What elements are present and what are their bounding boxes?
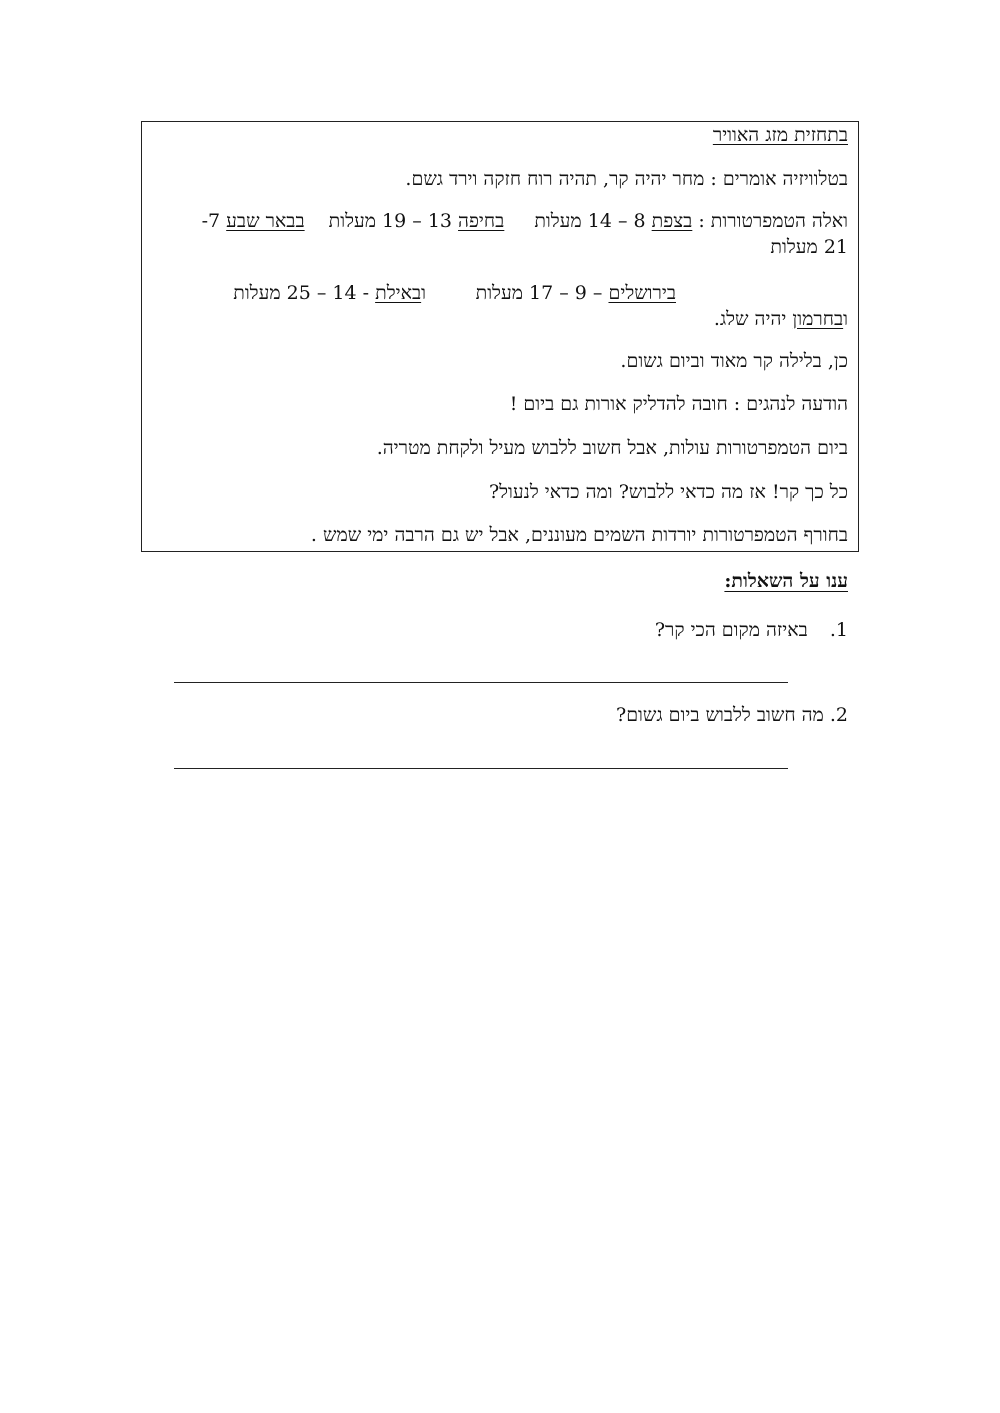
haifa-range: 13 – 19 מעלות [328,210,459,232]
beersheva-continued: 21 מעלות [770,236,848,258]
jerusalem-range: – 9 – 17 מעלות [475,282,609,304]
question-1-text: באיזה מקום הכי קר? [654,619,808,641]
night-line: כן, בלילה קר מאוד וביום גשום. [620,350,848,372]
question-2-number: 2. [829,704,848,726]
forecast-title-text: בתחזית מזג האוויר [712,124,848,146]
tsfat-range: 8 – 14 מעלות [534,210,652,232]
hermon-line [714,308,848,330]
what-to-wear-line: כל כך קר! אז מה כדאי ללבוש? ומה כדאי לנעול? [488,481,848,503]
city-tsfat: בצפת [651,210,693,232]
temperatures-intro: ואלה הטמפרטורות : [692,210,848,232]
forecast-title [713,124,848,146]
eilat-line [233,282,426,304]
day-line: ביום הטמפרטורות עולות, אבל חשוב ללבוש מעיל ולקחת מטריה. [376,437,848,459]
jerusalem-line [476,282,676,304]
questions-heading: ענו על השאלות: [724,570,848,592]
city-hermon: בחרמון [792,308,844,330]
hermon-prefix: ו [843,308,848,330]
city-beersheva: בבאר שבע [226,210,305,232]
eilat-prefix: ו [421,282,426,304]
answer-line-2[interactable] [174,768,788,769]
answer-line-1[interactable] [174,682,788,683]
beersheva-range: 7- [201,210,227,232]
winter-line: בחורף הטמפרטורות יורדות השמים מעוננים, אבל יש גם הרבה ימי שמש . [310,524,848,546]
city-eilat: באילת [375,282,422,304]
drivers-notice-line: הודעה לנהגים : חובה להדליק אורות גם ביום ! [509,393,848,415]
hermon-rest: יהיה שלג. [713,308,793,330]
eilat-range: - 14 – 25 מעלות [233,282,376,304]
city-haifa: בחיפה [458,210,505,232]
question-2-text: מה חשוב ללבוש ביום גשום? [616,704,824,726]
temperatures-line [202,210,848,232]
question-2 [616,704,848,726]
tv-line: בטלוויזיה אומרים : מחר יהיה קר, תהיה רוח חזקה וירד גשם. [405,168,848,190]
city-jerusalem: בירושלים [608,282,676,304]
question-1 [655,619,848,641]
question-1-number: 1. [829,619,848,641]
